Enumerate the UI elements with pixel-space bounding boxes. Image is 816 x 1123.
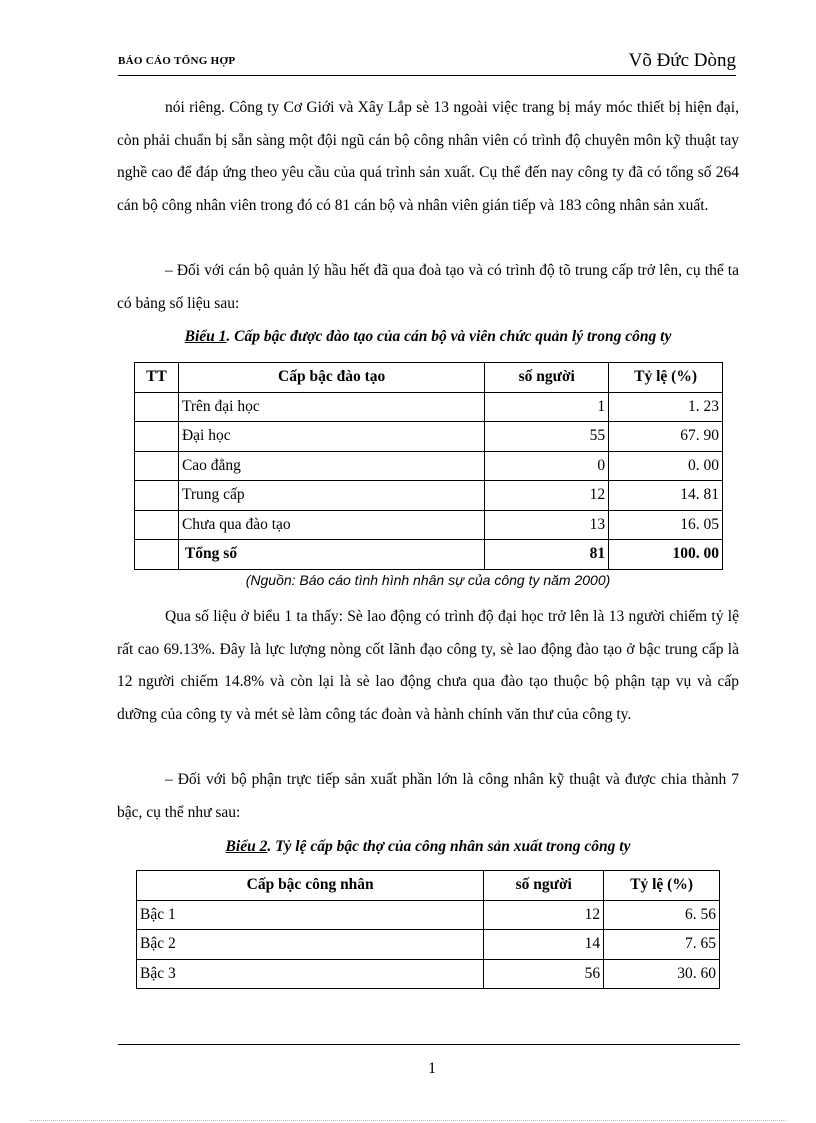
table1-header-pct: Tỷ lệ (%) — [609, 363, 723, 393]
table2-cell-count: 56 — [484, 959, 604, 989]
table1-cell-tt — [135, 392, 179, 422]
header-divider — [118, 75, 736, 76]
table-row — [135, 422, 723, 452]
table1-cell-pct: 0. 00 — [609, 451, 723, 481]
table1-total-count: 81 — [485, 540, 609, 570]
table1-cell-pct: 67. 90 — [609, 422, 723, 452]
paragraph-3: Qua số liệu ở biểu 1 ta thấy: Sè lao động có trình độ đại học trở lên là 13 người chiếm tỷ lệ rất cao 69.13%. Đây là lực lượng nòng cốt lãnh đạo công ty, sè lao động đào tạo ở bậc trung cấp là 12 người chiếm 14.8% và còn lại là sè lao động chưa qua đào tạo thuộc bộ phận tạp vụ và cấp dưỡng của công ty và mét sè làm công tác đoàn và hành chính văn thư của công ty. — [117, 608, 739, 723]
table2-header-count: số người — [484, 871, 604, 901]
table1-caption-prefix: Biểu 1 — [184, 328, 227, 345]
table2-header-pct: Tỷ lệ (%) — [604, 871, 720, 901]
table2-header-row — [137, 871, 720, 901]
header-author: Võ Đức Dòng — [628, 50, 736, 71]
table1-cell-label: Chưa qua đào tạo — [178, 510, 484, 540]
table2-cell-count: 14 — [484, 930, 604, 960]
table1-cell-pct: 14. 81 — [609, 481, 723, 511]
table1-cell-pct: 1. 23 — [609, 392, 723, 422]
table2-cell-count: 12 — [484, 900, 604, 930]
table2-cell-label: Bậc 3 — [137, 959, 484, 989]
table1-cell-tt — [135, 451, 179, 481]
table1-cell-label: Đại học — [178, 422, 484, 452]
table1-cell-count: 12 — [485, 481, 609, 511]
table1-total-label: Tổng số — [178, 540, 484, 570]
table1-cell-count: 1 — [485, 392, 609, 422]
table1-cell-tt — [135, 510, 179, 540]
paragraph-1: nói riêng. Công ty Cơ Giới và Xây Lắp sè 13 ngoài việc trang bị máy móc thiết bị hiện đại, còn phải chuẩn bị sẵn sàng một đội ngũ cán bộ công nhân viên có trình độ chuyên môn kỹ thuật tay nghề cao để đáp ứng theo yêu cầu của quá trình sản xuất. Cụ thể đến nay công ty đã có tổng số 264 cán bộ công nhân viên trong đó có 81 cán bộ và nhân viên gián tiếp và 183 công nhân sản xuất. — [117, 99, 739, 214]
table-row — [135, 481, 723, 511]
table1-cell-count: 55 — [485, 422, 609, 452]
table1-header-tt: TT — [135, 363, 179, 393]
table1-header-count: số người — [485, 363, 609, 393]
table1-cell-tt — [135, 422, 179, 452]
page-number: 1 — [428, 1060, 436, 1077]
table1-cell-label: Cao đẳng — [178, 451, 484, 481]
table1-cell-count: 13 — [485, 510, 609, 540]
table2-cell-label: Bậc 1 — [137, 900, 484, 930]
table1-source-note: (Nguồn: Báo cáo tình hình nhân sự của công ty năm 2000) — [245, 572, 611, 588]
table1-header-level: Cấp bậc đào tạo — [178, 363, 484, 393]
table2-cell-label: Bậc 2 — [137, 930, 484, 960]
table1-caption-text: . Cấp bậc được đào tạo của cán bộ và viên chức quản lý trong công ty — [226, 328, 672, 345]
table2 — [136, 870, 720, 989]
table1-caption — [117, 328, 739, 346]
table1-cell-count: 0 — [485, 451, 609, 481]
table-row — [137, 900, 720, 930]
table2-cell-pct: 30. 60 — [604, 959, 720, 989]
paragraph-2: – Đối với cán bộ quản lý hầu hết đã qua đoà tạo và có trình độ tõ trung cấp trở lên, cụ thể ta có bảng số liệu sau: — [117, 262, 739, 312]
table-row — [137, 930, 720, 960]
table-row — [135, 392, 723, 422]
table-row — [135, 451, 723, 481]
table1-cell-label: Trên đại học — [178, 392, 484, 422]
table1 — [134, 362, 723, 570]
table2-header-level: Cấp bậc công nhân — [137, 871, 484, 901]
table-row — [137, 959, 720, 989]
table2-cell-pct: 7. 65 — [604, 930, 720, 960]
footer-divider — [118, 1044, 740, 1045]
table1-cell-pct: 16. 05 — [609, 510, 723, 540]
table2-cell-pct: 6. 56 — [604, 900, 720, 930]
table2-caption-prefix: Biểu 2 — [225, 838, 268, 855]
table2-caption — [117, 838, 739, 856]
table1-total-pct: 100. 00 — [609, 540, 723, 570]
page-bottom-border — [30, 1120, 786, 1121]
table1-header-row — [135, 363, 723, 393]
paragraph-4: – Đối với bộ phận trực tiếp sản xuất phần lớn là công nhân kỹ thuật và được chia thành 7 bậc, cụ thể như sau: — [117, 771, 739, 821]
header-title: BÁO CÁO TỔNG HỢP — [118, 55, 236, 67]
table1-cell-tt — [135, 481, 179, 511]
table2-caption-text: . Tỷ lệ cấp bậc thợ của công nhân sản xuất trong công ty — [267, 838, 631, 855]
table1-total-row — [135, 540, 723, 570]
table-row — [135, 510, 723, 540]
table1-cell-tt — [135, 540, 179, 570]
table1-cell-label: Trung cấp — [178, 481, 484, 511]
